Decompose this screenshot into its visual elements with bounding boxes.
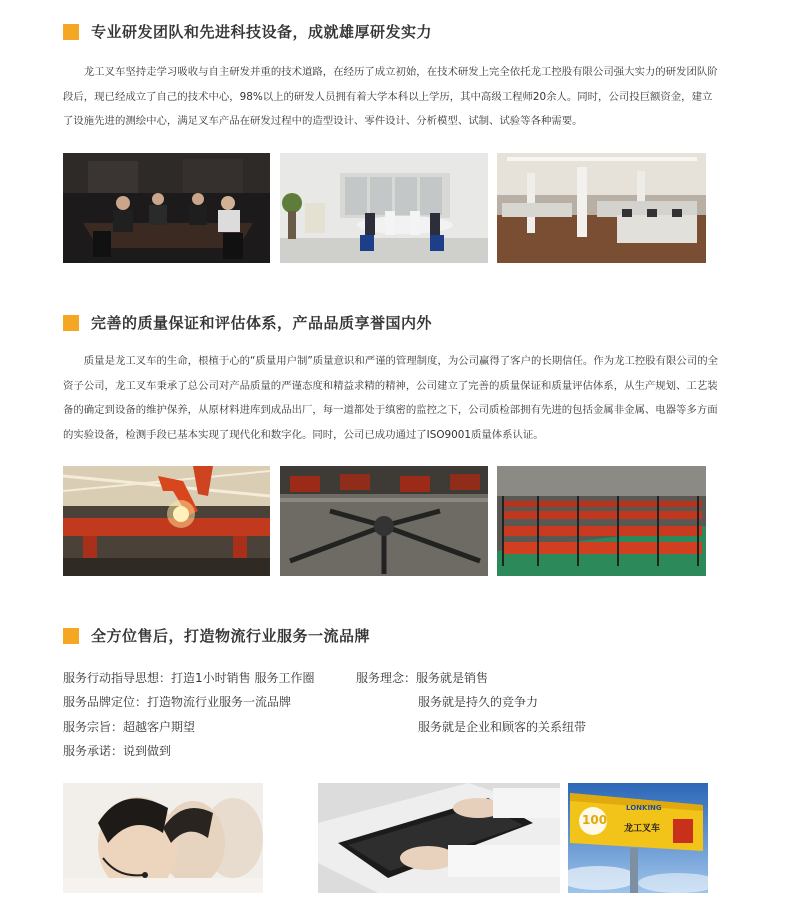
section-paragraph: 质量是龙工叉车的生命，根植于心的“质量用户制”质量意识和严谨的管理制度，为公司赢得了客户的长期信任。作为龙工控股有限公司的全资子公司，龙工叉车秉承了总公司对产品质量的严谨态度和精益求精的精神，公司建立了完善的质量保证和质量评估体系，从生产规划、工艺装备的确定到设备的维护保养，从原材料进库到成品出厂，每一道都处于缜密的监控之下，公司质检部拥有先进的包括金属非金属、电器等多方面的实验设备，检测手段已基本实现了现代化和数字化。同时，公司已成功通过了ISO9001质量体系认证。 bbox=[63, 355, 718, 441]
welding-robot-photo bbox=[63, 466, 270, 576]
service-line: 服务行动指导思想：打造1小时销售 服务工作圈 bbox=[63, 671, 315, 685]
service-concept-line: 服务就是持久的竞争力 bbox=[418, 695, 539, 709]
billboard-logo: LONKING bbox=[626, 804, 662, 812]
heading-marker bbox=[63, 628, 79, 644]
section-title: 完善的质量保证和评估体系，产品品质享誉国内外 bbox=[91, 314, 433, 332]
section-heading bbox=[63, 21, 432, 42]
office-meeting-photo bbox=[280, 153, 488, 263]
service-line: 服务承诺：说到做到 bbox=[63, 744, 172, 758]
forklift-lineup-photo bbox=[497, 466, 706, 576]
section-heading bbox=[63, 312, 432, 333]
section-paragraph: 龙工叉车坚持走学习吸收与自主研发并重的技术道路，在经历了成立初始，在技术研发上完全依托龙工控股有限公司强大实力的研发团队阶段后，现已经成立了自己的技术中心，98%以上的研发人员拥有着大学本科以上学历，其中高级工程师20余人。同时，公司投巨额资金，建立了设施先进的测绘中心，满足叉车产品在研发过程中的造型设计、零件设计、分析模型、试制、试验等各种需要。 bbox=[63, 66, 718, 127]
section-heading bbox=[63, 625, 370, 646]
production-floor-photo bbox=[280, 466, 488, 576]
section-title: 全方位售后，打造物流行业服务一流品牌 bbox=[91, 627, 371, 645]
heading-marker bbox=[63, 315, 79, 331]
meeting-room-photo bbox=[63, 153, 270, 263]
service-concept-title: 服务理念：服务就是销售 bbox=[356, 671, 489, 685]
keyboard-hands-photo bbox=[318, 783, 560, 893]
open-office-photo bbox=[497, 153, 706, 263]
heading-marker bbox=[63, 24, 79, 40]
section-title: 专业研发团队和先进科技设备，成就雄厚研发实力 bbox=[91, 23, 433, 41]
call-center-photo bbox=[63, 783, 263, 893]
billboard-slogan: 龙工叉车 bbox=[624, 824, 661, 834]
billboard-photo bbox=[568, 783, 708, 893]
service-line: 服务品牌定位：打造物流行业服务一流品牌 bbox=[63, 695, 292, 709]
service-concept-line: 服务就是企业和顾客的关系纽带 bbox=[418, 720, 587, 734]
billboard-badge: 100 bbox=[582, 813, 608, 827]
service-line: 服务宗旨：超越客户期望 bbox=[63, 720, 196, 734]
